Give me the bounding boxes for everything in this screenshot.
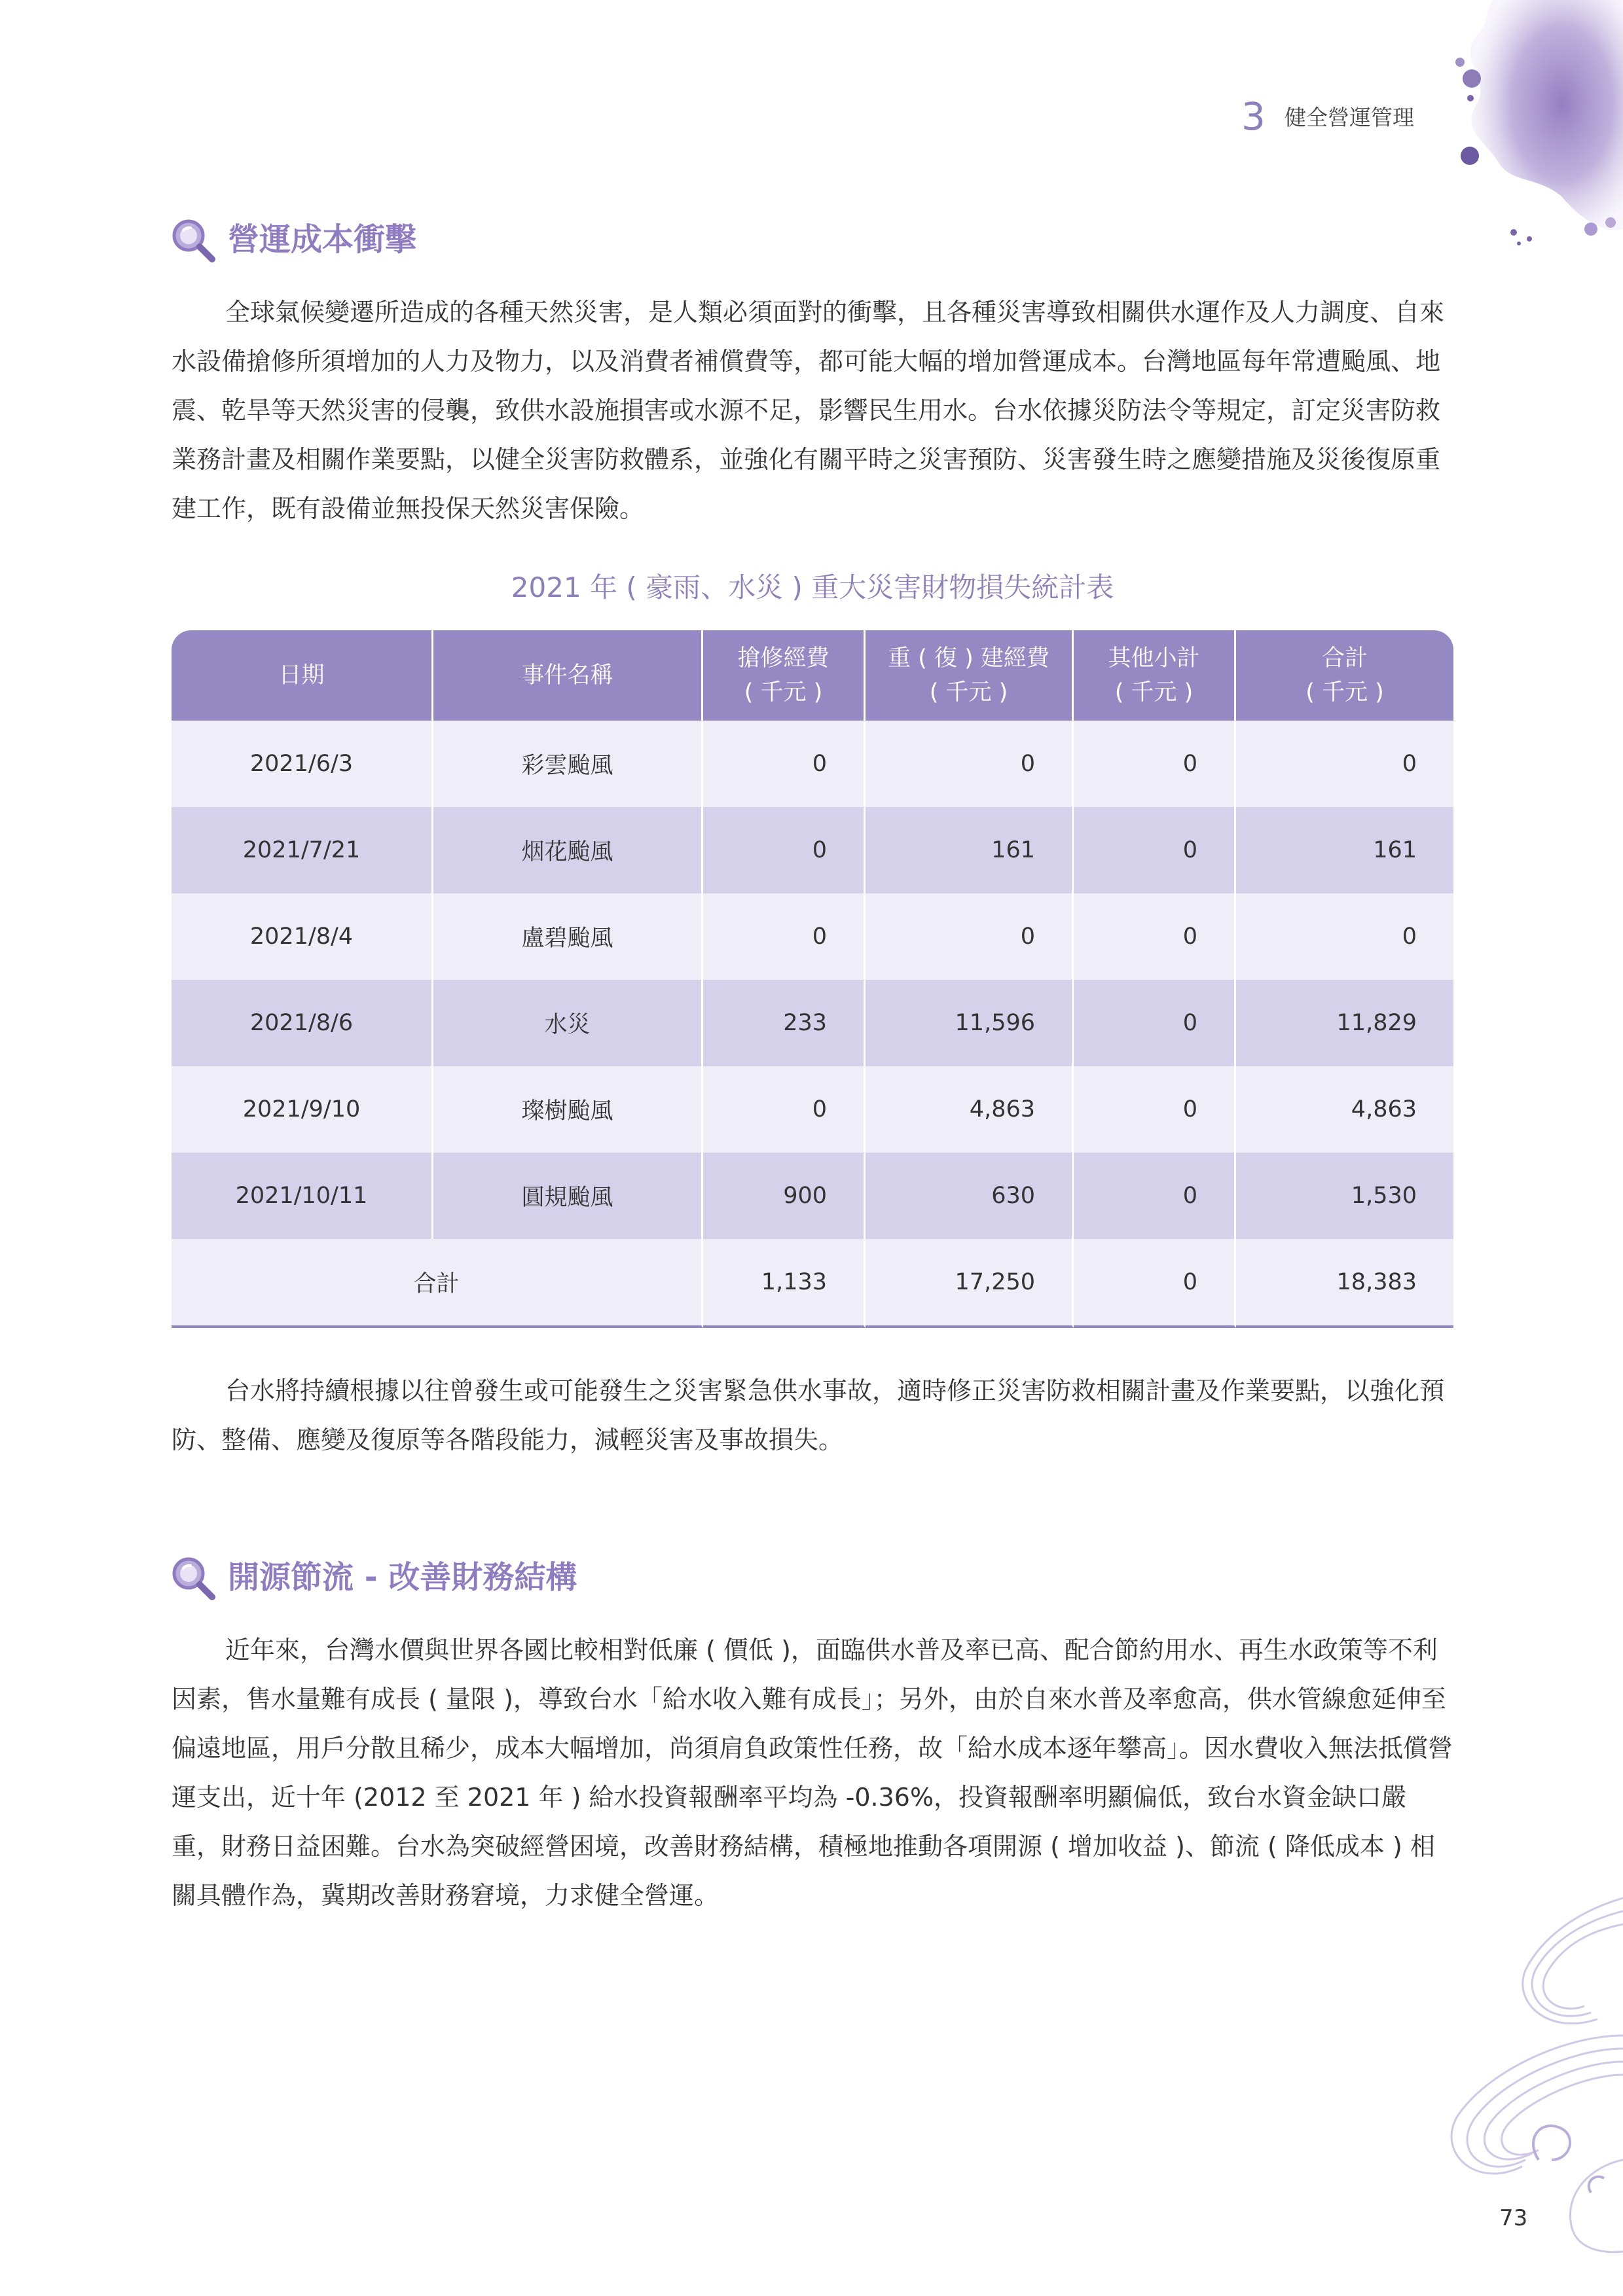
date-cell: 2021/8/6 (172, 980, 433, 1066)
repair-cost-cell: 0 (703, 893, 866, 980)
event-cell: 烟花颱風 (433, 807, 703, 893)
body-paragraph: 全球氣候變遷所造成的各種天然災害，是人類必須面對的衝擊，且各種災害導致相關供水運作及人力調度、自來水設備搶修所須增加的人力及物力，以及消費者補償費等，都可能大幅的增加營運成本。台灣地區每年常遭颱風、地震、乾旱等天然災害的侵襲，致供水設施損害或水源不足，影響民生用水。台水依據災防法令等規定，訂定災害防救業務計畫及相關作業要點，以健全災害防救體系，並強化有關平時之災害預防、災害發生時之應變措施及災後復原重建工作，既有設備並無投保天然災害保險。 (172, 298, 1445, 523)
table-total-row (172, 1239, 1453, 1328)
magnifier-icon (169, 1554, 216, 1601)
rebuild-cost-cell: 4,863 (866, 1066, 1074, 1153)
chapter-title: 健全營運管理 (1285, 105, 1414, 130)
section-title: 營運成本衝擊 (228, 221, 417, 258)
total-cost-cell: 161 (1236, 807, 1453, 893)
section-heading-finance (169, 1554, 577, 1601)
other-cost-cell: 0 (1074, 1066, 1236, 1153)
repair-cost-cell: 900 (703, 1153, 866, 1239)
section-heading-cost-impact (169, 216, 416, 263)
repair-cost-cell: 0 (703, 1066, 866, 1153)
rebuild-cost-cell: 630 (866, 1153, 1074, 1239)
total-cost-cell: 18,383 (1236, 1239, 1453, 1328)
body-paragraph: 近年來，台灣水價與世界各國比較相對低廉 ( 價低 )，面臨供水普及率已高、配合節約用水、再生水政策等不利因素，售水量難有成長 ( 量限 )，導致台水「給水收入難有成長」；另外，由於自來水普及率愈高，供水管線愈延伸至偏遠地區，用戶分散且稀少，成本大幅增加，尚須肩負政策性任務，故「給水成本逐年攀高」。因水費收入無法抵償營運支出，近十年 (2012 至 2021 年 ) 給水投資報酬率平均為 -0.36%，投資報酬率明顯偏低，致台水資金缺口嚴重，財務日益困難。台水為突破經營困境，改善財務結構，積極地推動各項開源 ( 增加收益 )、節流 ( 降低成本 ) 相關具體作為，冀期改善財務窘境，力求健全營運。 (172, 1636, 1453, 1910)
rebuild-cost-cell: 0 (866, 721, 1074, 807)
repair-cost-cell: 0 (703, 721, 866, 807)
other-cost-cell: 0 (1074, 1153, 1236, 1239)
table-row (172, 721, 1453, 807)
other-cost-cell: 0 (1074, 721, 1236, 807)
rebuild-cost-cell: 161 (866, 807, 1074, 893)
event-cell: 璨樹颱風 (433, 1066, 703, 1153)
section-title: 開源節流 - 改善財務結構 (228, 1559, 577, 1596)
total-cost-cell: 4,863 (1236, 1066, 1453, 1153)
table-caption: 2021 年 ( 豪雨、水災 ) 重大災害財物損失統計表 (511, 571, 1114, 603)
column-header: 搶修經費 ( 千元 ) (703, 630, 866, 721)
other-cost-cell: 0 (1074, 1239, 1236, 1328)
date-cell: 2021/9/10 (172, 1066, 433, 1153)
rebuild-cost-cell: 0 (866, 893, 1074, 980)
column-header: 其他小計 ( 千元 ) (1074, 630, 1236, 721)
date-cell: 2021/7/21 (172, 807, 433, 893)
rebuild-cost-cell: 11,596 (866, 980, 1074, 1066)
column-header: 重 ( 復 ) 建經費 ( 千元 ) (866, 630, 1074, 721)
other-cost-cell: 0 (1074, 980, 1236, 1066)
disaster-loss-table (172, 630, 1453, 1328)
table-row (172, 1153, 1453, 1239)
date-cell: 2021/8/4 (172, 893, 433, 980)
total-cost-cell: 11,829 (1236, 980, 1453, 1066)
total-cost-cell: 0 (1236, 893, 1453, 980)
table-row (172, 1066, 1453, 1153)
other-cost-cell: 0 (1074, 893, 1236, 980)
total-label-cell: 合計 (172, 1239, 703, 1328)
event-cell: 盧碧颱風 (433, 893, 703, 980)
page-number: 73 (1499, 2205, 1528, 2231)
chapter-number: 3 (1241, 94, 1266, 139)
event-cell: 水災 (433, 980, 703, 1066)
magnifier-icon (169, 216, 216, 263)
repair-cost-cell: 0 (703, 807, 866, 893)
table-row (172, 893, 1453, 980)
date-cell: 2021/6/3 (172, 721, 433, 807)
column-header: 事件名稱 (433, 630, 703, 721)
repair-cost-cell: 1,133 (703, 1239, 866, 1328)
event-cell: 彩雲颱風 (433, 721, 703, 807)
table-header-row (172, 630, 1453, 721)
date-cell: 2021/10/11 (172, 1153, 433, 1239)
event-cell: 圓規颱風 (433, 1153, 703, 1239)
column-header: 日期 (172, 630, 433, 721)
column-header: 合計 ( 千元 ) (1236, 630, 1453, 721)
rebuild-cost-cell: 17,250 (866, 1239, 1074, 1328)
total-cost-cell: 1,530 (1236, 1153, 1453, 1239)
watercolor-splash-decoration (1414, 0, 1623, 262)
body-paragraph: 台水將持續根據以往曾發生或可能發生之災害緊急供水事故，適時修正災害防救相關計畫及作業要點，以強化預防、整備、應變及復原等各階段能力，減輕災害及事故損失。 (172, 1376, 1445, 1454)
table-row (172, 980, 1453, 1066)
total-cost-cell: 0 (1236, 721, 1453, 807)
repair-cost-cell: 233 (703, 980, 866, 1066)
table-row (172, 807, 1453, 893)
other-cost-cell: 0 (1074, 807, 1236, 893)
